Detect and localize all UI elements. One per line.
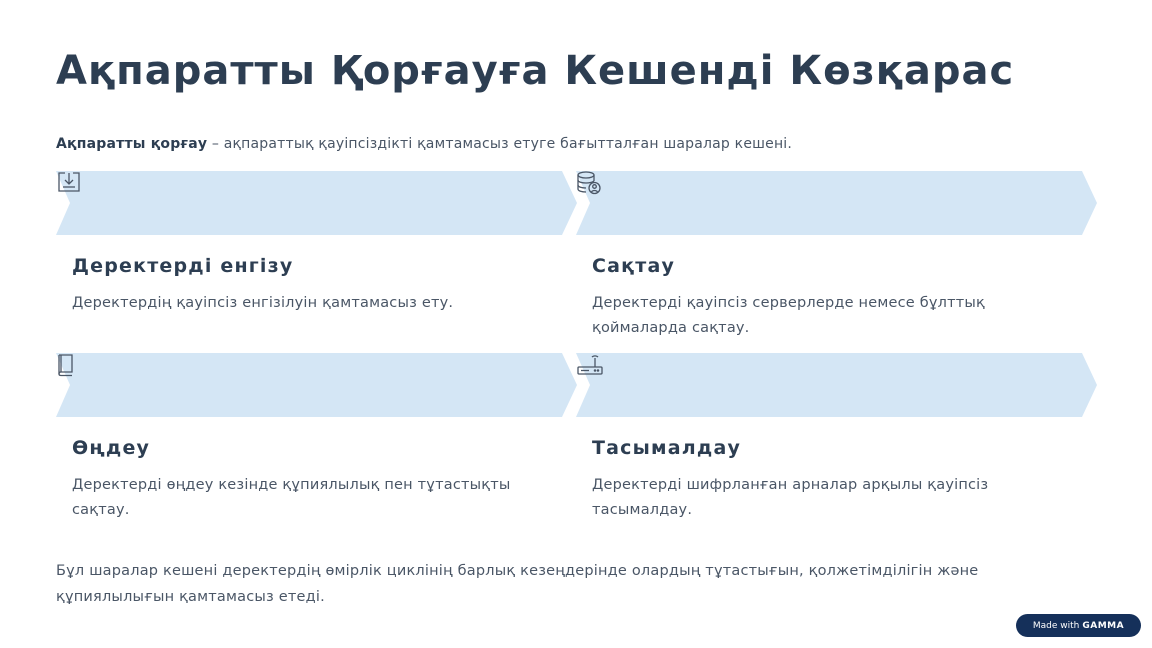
step-description: Деректерді өңдеу кезінде құпиялылық пен тұтастықты сақтау. (72, 477, 511, 518)
page-title: Ақпаратты Қорғауға Кешенді Көзқарас (56, 48, 1015, 94)
step-description: Деректерді қауіпсіз серверлерде немесе бұлттық қоймаларда сақтау. (592, 295, 985, 336)
intro-rest: – ақпараттық қауіпсіздікті қамтамасыз етуге бағытталған шаралар кешені. (207, 136, 793, 152)
step-arrow-banner (576, 353, 1098, 417)
step-title: Тасымалдау (592, 437, 742, 459)
footer-text: Бұл шаралар кешені деректердің өмірлік циклінің барлық кезеңдерінде олардың тұтастығын, қолжетімділігін және құпиялылығын қамтамасыз етеді. (56, 563, 979, 605)
step-description: Деректердің қауіпсіз енгізілуін қамтамасыз ету. (72, 295, 454, 311)
made-with-gamma-badge[interactable] (1016, 614, 1141, 637)
badge-brand: GAMMA (1082, 620, 1125, 631)
badge-prefix: Made with (1032, 620, 1080, 631)
step-transfer (576, 353, 1098, 518)
step-processing (56, 353, 578, 518)
step-arrow-banner (56, 171, 578, 235)
step-description: Деректерді шифрланған арналар арқылы қауіпсіз тасымалдау. (592, 477, 989, 518)
step-storage (576, 171, 1098, 336)
intro-text (56, 136, 792, 152)
step-arrow-banner (576, 171, 1098, 235)
intro-term: Ақпаратты қорғау (56, 136, 208, 152)
step-data-input (56, 171, 578, 311)
step-title: Өңдеу (72, 437, 151, 459)
step-title: Деректерді енгізу (72, 255, 294, 277)
step-title: Сақтау (592, 255, 676, 277)
step-arrow-banner (56, 353, 578, 417)
